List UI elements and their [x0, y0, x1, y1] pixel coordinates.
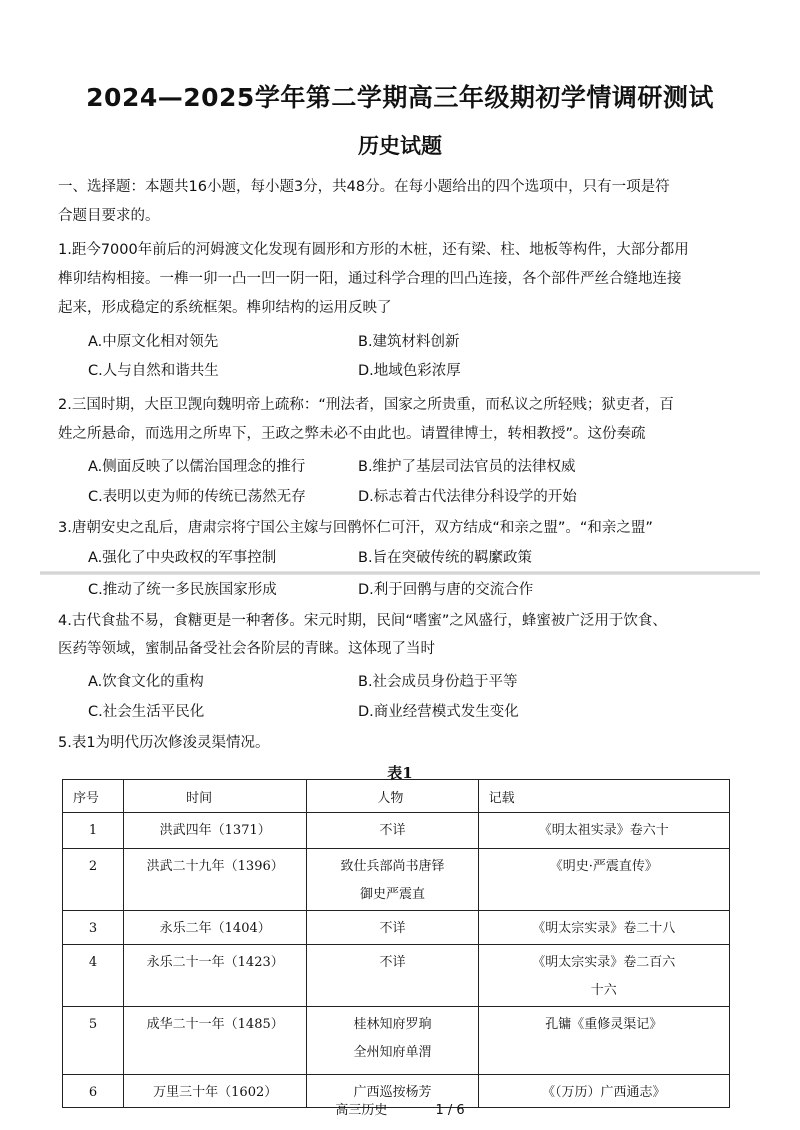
footer-subject: 高三历史	[335, 1103, 388, 1118]
q4-option-a: A.饮食文化的重构	[88, 674, 204, 690]
person-line: 不详	[379, 955, 406, 970]
person-line: 致仕兵部尚书唐铎	[340, 859, 445, 874]
table-header-person: 人物	[307, 780, 478, 813]
section-instruction-line-2: 合题目要求的。	[58, 208, 160, 224]
table-cell-time: 成华二十一年（1485）	[124, 1007, 307, 1075]
q2-line-2: 姓之所悬命，而选用之所卑下，王政之弊未必不由此也。请置律博士，转相教授”。这份奏疏	[58, 426, 646, 442]
table-row	[63, 945, 730, 1007]
q5-line-1: 5.表1为明代历次修浚灵渠情况。	[58, 735, 270, 751]
table-cell-time: 洪武二十九年（1396）	[124, 849, 307, 911]
person-line: 广西巡按杨芳	[353, 1085, 432, 1100]
table-header-time: 时间	[124, 780, 307, 813]
q2-option-b: B.维护了基层司法官员的法律权威	[358, 459, 576, 475]
table-cell-no: 2	[63, 849, 124, 911]
q3-option-a: A.强化了中央政权的军事控制	[88, 550, 277, 566]
record-line: 《（万历）广西通志》	[542, 1085, 666, 1100]
q4-line-1: 4.古代食盐不易，食糖更是一种奢侈。宋元时期，民间“嗜蜜”之风盛行，蜂蜜被广泛用于饮食、	[58, 613, 667, 629]
table-cell-person	[307, 1007, 478, 1075]
table-cell-no: 5	[63, 1007, 124, 1075]
q3-line-1: 3.唐朝安史之乱后，唐肃宗将宁国公主嫁与回鹘怀仁可汗，双方结成“和亲之盟”。“和亲之盟”	[58, 520, 653, 536]
table-row	[63, 1007, 730, 1075]
q1-option-a: A.中原文化相对领先	[88, 334, 219, 350]
table-header-row	[63, 780, 730, 813]
table-cell-time: 万里三十年（1602）	[124, 1075, 307, 1108]
table-cell-no: 1	[63, 813, 124, 849]
section-instruction-line-1: 一、选择题：本题共16小题，每小题3分，共48分。在每小题给出的四个选项中，只有一项是符	[58, 179, 670, 195]
table-row	[63, 911, 730, 945]
q4-line-2: 医药等领域，蜜制品备受社会各阶层的青睐。这体现了当时	[58, 641, 435, 657]
table-cell-person	[307, 813, 478, 849]
footer-page-number: 1 / 6	[435, 1103, 465, 1118]
table-cell-record	[478, 849, 729, 911]
record-line: 《明太祖实录》卷六十	[538, 823, 669, 838]
person-line: 不详	[379, 921, 406, 936]
q3-option-b: B.旨在突破传统的羁縻政策	[358, 550, 533, 566]
table-cell-no: 3	[63, 911, 124, 945]
q2-line-1: 2.三国时期，大臣卫觊向魏明帝上疏称：“刑法者，国家之所贵重，而私议之所轻贱；狱吏者，百	[58, 397, 674, 413]
person-line: 御史严震直	[359, 887, 425, 902]
person-line: 不详	[379, 823, 406, 838]
record-line: 《明史·严震直传》	[549, 859, 658, 874]
table-row	[63, 849, 730, 911]
q1-line-3: 起来，形成稳定的系统框架。榫卯结构的运用反映了	[58, 300, 392, 316]
q1-line-2: 榫卯结构相接。一榫一卯一凸一凹一阴一阳，通过科学合理的凹凸连接，各个部件严丝合缝地连接	[58, 271, 682, 287]
record-line: 十六	[590, 983, 617, 998]
q2-option-c: C.表明以吏为师的传统已荡然无存	[88, 489, 306, 505]
table-cell-time: 永乐二年（1404）	[124, 911, 307, 945]
table-cell-no: 6	[63, 1075, 124, 1108]
q3-option-d: D.利于回鹘与唐的交流合作	[358, 582, 534, 598]
table-cell-record	[478, 911, 729, 945]
table-cell-person	[307, 911, 478, 945]
table-cell-time: 永乐二十一年（1423）	[124, 945, 307, 1007]
record-line: 孔镛《重修灵渠记》	[545, 1017, 663, 1032]
table-row	[63, 813, 730, 849]
q1-option-c: C.人与自然和谐共生	[88, 363, 219, 379]
exam-title: 2024—2025学年第二学期高三年级期初学情调研测试	[86, 83, 714, 112]
exam-subtitle: 历史试题	[358, 134, 442, 158]
data-table	[62, 779, 730, 1108]
q4-option-c: C.社会生活平民化	[88, 704, 205, 720]
table-cell-no: 4	[63, 945, 124, 1007]
table-cell-record	[478, 1007, 729, 1075]
table-cell-person	[307, 945, 478, 1007]
person-line: 全州知府单渭	[353, 1045, 432, 1060]
table-cell-person	[307, 849, 478, 911]
person-line: 桂林知府罗珦	[353, 1017, 432, 1032]
q3-option-c: C.推动了统一多民族国家形成	[88, 582, 277, 598]
q4-option-b: B.社会成员身份趋于平等	[358, 674, 518, 690]
table-cell-record	[478, 813, 729, 849]
scan-artifact-line	[40, 571, 760, 575]
table-cell-record	[478, 945, 729, 1007]
table-header-record: 记载	[478, 780, 729, 813]
page-footer	[0, 1099, 800, 1118]
table-caption: 表1	[387, 764, 413, 782]
q2-option-d: D.标志着古代法律分科设学的开始	[358, 489, 577, 505]
q2-option-a: A.侧面反映了以儒治国理念的推行	[88, 459, 306, 475]
q1-line-1: 1.距今7000年前后的河姆渡文化发现有圆形和方形的木桩，还有梁、柱、地板等构件，大部分都用	[58, 242, 689, 258]
table-header-no: 序号	[63, 780, 124, 813]
q4-option-d: D.商业经营模式发生变化	[358, 704, 519, 720]
record-line: 《明太宗实录》卷二十八	[532, 921, 676, 936]
q1-option-d: D.地域色彩浓厚	[358, 363, 461, 379]
record-line: 《明太宗实录》卷二百六	[532, 955, 676, 970]
table-cell-time: 洪武四年（1371）	[124, 813, 307, 849]
q1-option-b: B.建筑材料创新	[358, 334, 460, 350]
